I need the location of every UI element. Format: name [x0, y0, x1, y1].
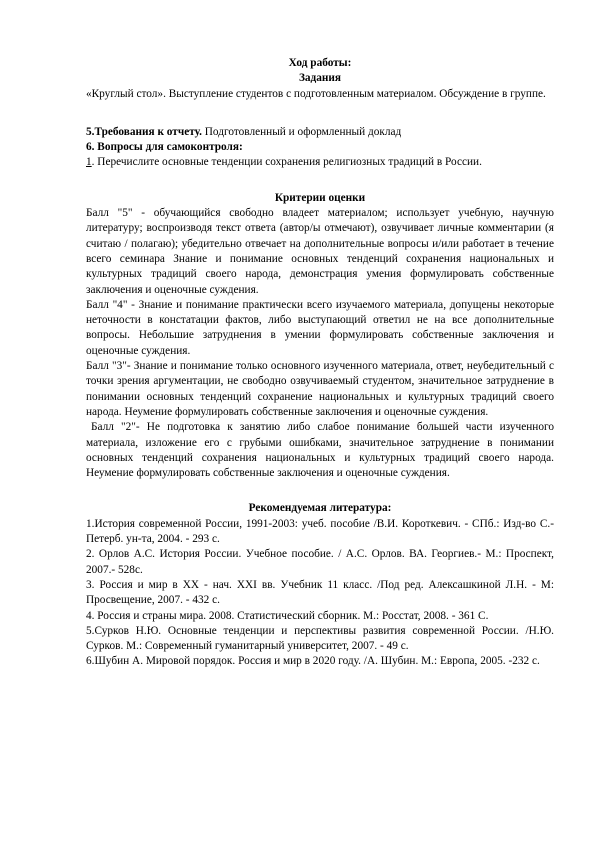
criteria-grade-4: Балл "4" - Знание и понимание практически всего изучаемого материала, допущены некоторые неточности в констатации фактов, либо выступающий ответил не на все дополнительные вопросы. Небольшие затруднения в умении формулировать собственные заключения и оценочные суждения. [86, 298, 554, 357]
criteria-grade-3: Балл "3"- Знание и понимание только основного изученного материала, ответ, неубедительный с точки зрения аргументации, не свободно озвучиваемый студентом, значительное затруднение в понимании основных тенденций сохранение национальных и культурных традиций своего народа. Неумение формулировать собственные заключения и оценочные суждения. [86, 360, 554, 418]
questions-label: 6. Вопросы для самоконтроля: [86, 141, 243, 154]
question-item [86, 155, 554, 170]
literature-item: 4. Россия и страны мира. 2008. Статистический сборник. М.: Росстат, 2008. - 361 С. [86, 609, 489, 622]
task-text: «Круглый стол». Выступление студентов с подготовленным материалом. Обсуждение в группе. [86, 87, 546, 100]
work-heading: Ход работы: [288, 57, 352, 69]
literature-title: Рекомендуемая литература: [248, 502, 392, 515]
literature-item: 2. Орлов А.С. История России. Учебное пособие. / А.С. Орлов. ВА. Георгиев.- М.: Проспект, 2007.- 528с. [86, 548, 554, 576]
requirements-line [86, 125, 554, 140]
question-item-number: 1 [86, 156, 92, 169]
literature-list [86, 517, 554, 670]
criteria-grade-2: Балл "2"- Не подготовка к занятию либо слабое понимание большей части изученного материала, изложение его с грубыми ошибками, значительное затруднение в понимании основных тенденций сохранения национальных и культурных традиций своего народа. Неумение формулировать собственные заключения и оценочные суждения. [86, 421, 554, 480]
question-item-text: . Перечислите основные тенденции сохранения религиозных традиций в России. [91, 156, 482, 169]
criteria-title: Критерии оценки [274, 191, 366, 204]
requirements-label: 5.Требования к отчету. [86, 125, 202, 138]
document-page [86, 56, 554, 670]
tasks-heading: Задания [298, 72, 342, 85]
criteria-grade-5: Балл "5" - обучающийся свободно владеет материалом; использует учебную, научную литературу; воспроизводя текст ответа (автор/ы отмечают), озвучивает личные комментарии (я считаю / полагаю); убедительно отвечает на дополнительные вопросы и/или работает в течение всего семинара Знание и понимание основных тенденций сохранения национальных и культурных традиций своего народа, демонстрация умения формулировать собственные заключения и оценочные суждения. [86, 207, 554, 296]
literature-item: 6.Шубин А. Мировой порядок. Россия и мир в 2020 году. /А. Шубин. М.: Европа, 2005. -232 с. [86, 655, 540, 668]
literature-item: 5.Сурков Н.Ю. Основные тенденции и перспективы развития современной России. /Н.Ю. Сурков. М.: Современный гуманитарный университет, 2007. - 49 с. [86, 624, 554, 653]
requirements-text: Подготовленный и оформленный доклад [201, 125, 402, 138]
literature-item: 1.История современной России, 1991-2003: учеб. пособие /В.И. Короткевич. - СПб.: Изд-во С.-Петерб. ун-та, 2004. - 293 с. [86, 517, 554, 546]
literature-item: 3. Россия и мир в XX - нач. XXI вв. Учебник 11 класс. /Под ред. Алексашкиной Л.Н. - М: Просвещение, 2007. - 432 с. [86, 578, 554, 607]
